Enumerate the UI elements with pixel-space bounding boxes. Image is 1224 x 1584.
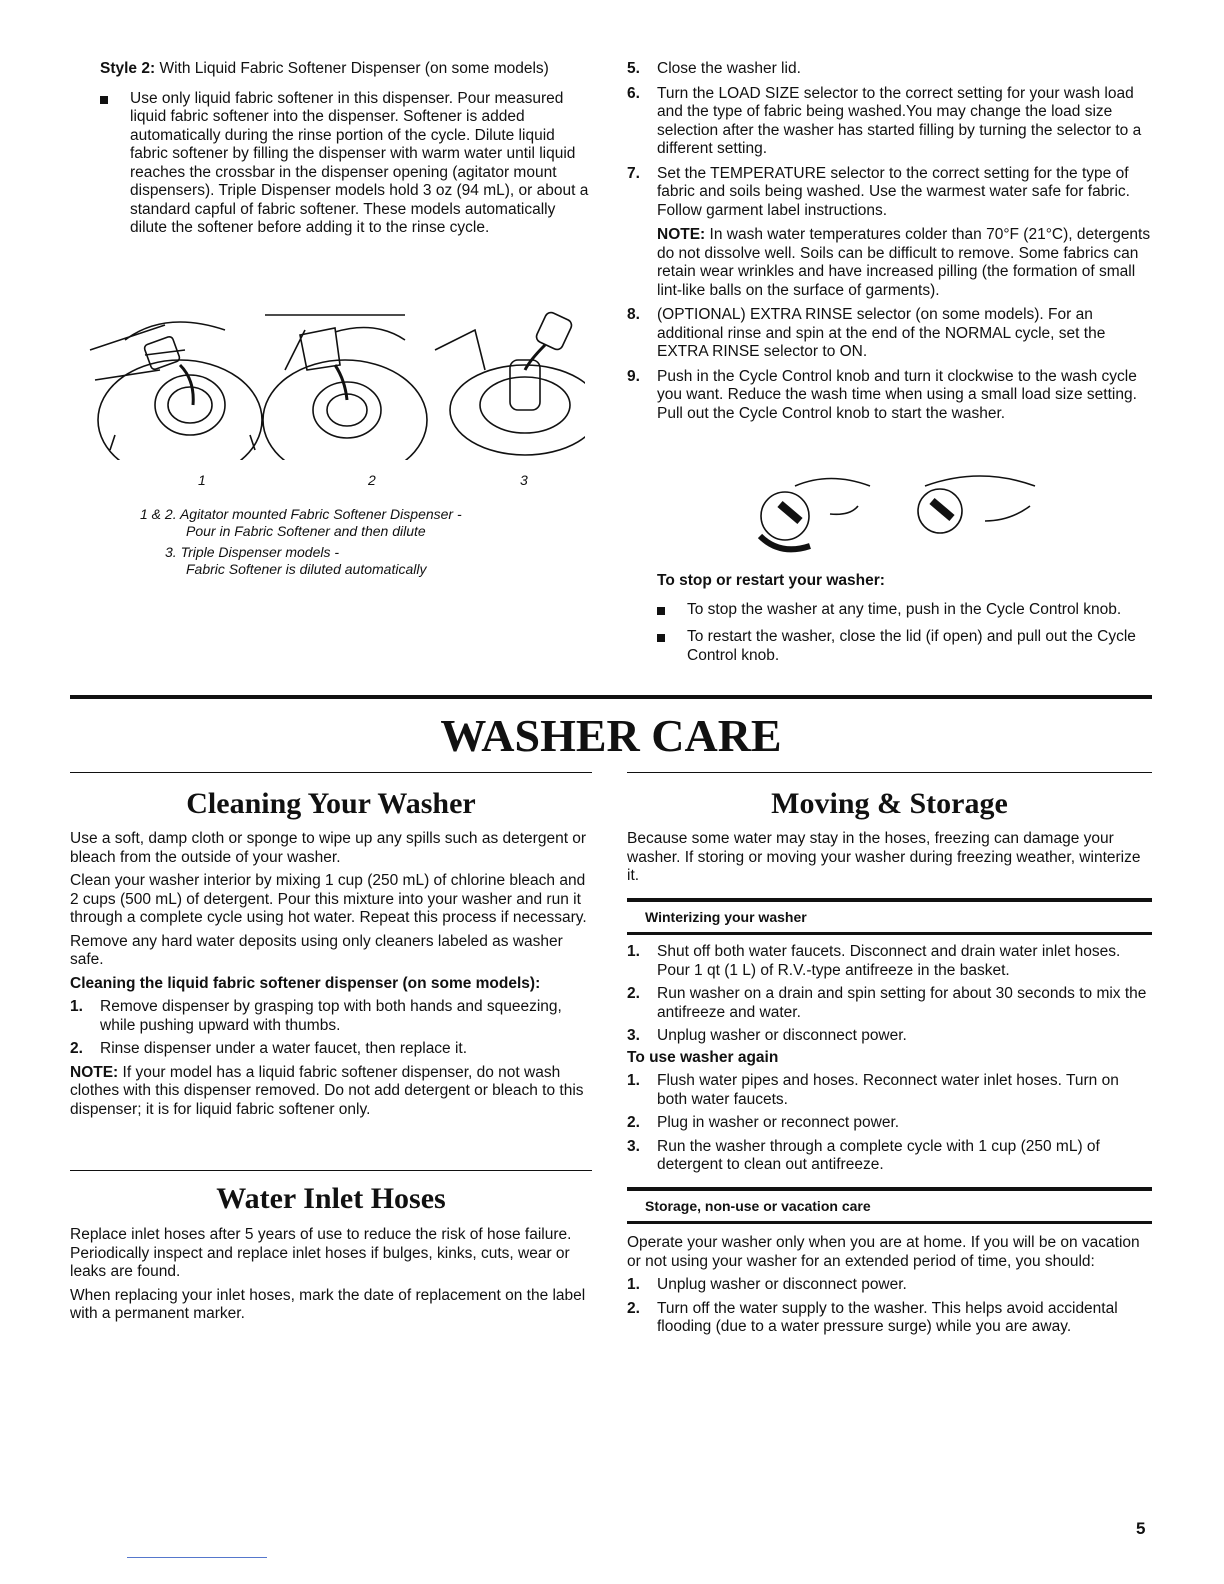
figure-number-3: 3 [520, 472, 528, 488]
step-text: Unplug washer or disconnect power. [657, 1027, 907, 1044]
hoses-p2: When replacing your inlet hoses, mark the date of replacement on the label with a permanent marker. [70, 1286, 586, 1322]
step-text: Run washer on a drain and spin setting for about 30 seconds to mix the antifreeze and water. [657, 985, 1147, 1021]
step-number: 1. [627, 1072, 640, 1089]
winter-steps [627, 943, 1152, 1046]
winterizing-heading: Winterizing your washer [627, 898, 1152, 936]
step-text: Close the washer lid. [657, 60, 801, 77]
moving-p1: Because some water may stay in the hoses, freezing can damage your washer. If storing or moving your washer during freezing weather, winterize it. [627, 830, 1141, 884]
stop-restart-section [657, 572, 1152, 665]
step-number: 1. [70, 998, 83, 1015]
knob-illustration-svg [740, 466, 1040, 566]
section-divider [70, 695, 1152, 699]
list-item [70, 1040, 592, 1059]
use-steps [627, 1072, 1152, 1175]
footer-link-line [127, 1557, 267, 1558]
style2-intro [100, 60, 590, 79]
style2-label: Style 2: [100, 60, 156, 77]
cleaning-p1: Use a soft, damp cloth or sponge to wipe up any spills such as detergent or bleach from the outside of your washer. [70, 830, 587, 866]
list-item [627, 165, 1152, 221]
figure-number-2: 2 [368, 472, 376, 488]
step-number: 1. [627, 943, 640, 960]
list-item [70, 998, 592, 1035]
list-item [627, 1114, 1152, 1133]
step-text: (OPTIONAL) EXTRA RINSE selector (on some models). For an additional rinse and spin at the end of the NORMAL cycle, set the EXTRA RINSE selector to ON. [657, 306, 1106, 360]
steps-5-7 [627, 60, 1152, 220]
step-text: Shut off both water faucets. Disconnect and drain water inlet hoses. Pour 1 qt (1 L) of R.V.-type antifreeze in the basket. [657, 943, 1121, 979]
cleaning-note [70, 1064, 592, 1120]
list-item [627, 368, 1152, 424]
caption-line: 3. Triple Dispenser models - [165, 544, 340, 560]
softener-illustrations [85, 310, 585, 460]
use-again-heading: To use washer again [627, 1048, 779, 1066]
knob-illustrations [740, 466, 1040, 566]
step-text: Rinse dispenser under a water faucet, then replace it. [100, 1040, 468, 1057]
illustration-3 [435, 311, 585, 455]
step-number: 3. [627, 1027, 640, 1044]
note-label: NOTE: [657, 226, 706, 243]
cleaning-subheading: Cleaning the liquid fabric softener dispenser (on some models): [70, 974, 541, 992]
step-number: 1. [627, 1276, 640, 1293]
step-number: 5. [627, 60, 640, 77]
step-number: 6. [627, 84, 640, 102]
hoses-p1: Replace inlet hoses after 5 years of use to reduce the risk of hose failure. Periodically inspect and replace inlet hoses if bulges, kinks, cuts, wear or leaks are found. [70, 1226, 572, 1280]
step-number: 3. [627, 1137, 640, 1155]
softener-illustration-svg [85, 310, 585, 460]
cleaning-p3: Remove any hard water deposits using only cleaners labeled as washer safe. [70, 932, 563, 968]
list-item [627, 1138, 1152, 1175]
list-item: Use only liquid fabric softener in this dispenser. Pour measured liquid fabric softener into the dispenser. Softener is added automatically during the rinse portion of the cycle. Dilute liquid fabric softener by filling the dispenser with warm water until liquid reaches the crossbar in the dispenser opening (agitator mount dispensers). Triple Dispenser models hold 3 oz (94 mL), or about a standard capful of fabric softener. These models automatically dilute the softener before adding it to the rinse cycle. [100, 90, 590, 238]
cleaning-steps [70, 998, 592, 1059]
caption-line: Pour in Fabric Softener and then dilute [186, 523, 426, 539]
step-number: 2. [627, 985, 640, 1002]
stop-bullets [657, 601, 1152, 666]
step-number: 2. [627, 1299, 640, 1317]
storage-heading: Storage, non-use or vacation care [627, 1187, 1152, 1225]
list-item [627, 985, 1152, 1022]
hoses-section [70, 1226, 592, 1324]
top-right-steps [627, 60, 1152, 423]
cleaning-section [70, 830, 592, 1119]
step-number: 2. [627, 1114, 640, 1131]
caption-line: 1 & 2. Agitator mounted Fabric Softener Dispenser - [140, 506, 462, 522]
hoses-rule [70, 1170, 592, 1171]
note-text: If your model has a liquid fabric softener dispenser, do not wash clothes with this dispenser removed. Do not add detergent or bleach to this dispenser; it is for liquid fabric softener only. [70, 1063, 584, 1118]
moving-title: Moving & Storage [771, 787, 1008, 820]
stop-heading: To stop or restart your washer: [657, 572, 885, 589]
step-text: Turn the LOAD SIZE selector to the correct setting for your wash load and the type of fabric being washed.You may change the load size selection after the washer has started filling by turning the selector to a different setting. [657, 84, 1142, 157]
step-text: Plug in washer or reconnect power. [657, 1114, 900, 1131]
figure-caption [140, 506, 590, 578]
list-item [627, 306, 1152, 362]
storage-p: Operate your washer only when you are at home. If you will be on vacation or not using your washer for an extended period of time, you should: [627, 1234, 1140, 1270]
step-text: Run the washer through a complete cycle with 1 cup (250 mL) of detergent to clean out antifreeze. [657, 1137, 1100, 1173]
list-item [627, 1300, 1152, 1337]
illustration-1 [90, 322, 262, 460]
style2-section [100, 60, 590, 238]
list-item [627, 1276, 1152, 1295]
knob-push-turn [760, 479, 870, 550]
list-item: To stop the washer at any time, push in the Cycle Control knob. [657, 601, 1152, 620]
list-item [627, 1072, 1152, 1109]
list-item [627, 85, 1152, 159]
caption-line: Fabric Softener is diluted automatically [186, 561, 427, 577]
knob-pull [918, 476, 1035, 533]
list-item [627, 1027, 1152, 1046]
step-text: Remove dispenser by grasping top with both hands and squeezing, while pushing upward with thumbs. [100, 998, 562, 1034]
steps-8-9 [627, 306, 1152, 423]
step-number: 2. [70, 1040, 83, 1057]
figure-number-1: 1 [198, 472, 206, 488]
list-item [627, 943, 1152, 980]
list-item [627, 60, 1152, 79]
step-text: Flush water pipes and hoses. Reconnect water inlet hoses. Turn on both water faucets. [657, 1072, 1119, 1108]
list-item: To restart the washer, close the lid (if open) and pull out the Cycle Control knob. [657, 628, 1152, 665]
step-number: 8. [627, 306, 640, 323]
style2-bullets [100, 90, 590, 238]
step-text: Unplug washer or disconnect power. [657, 1276, 907, 1293]
illustration-2 [263, 315, 427, 460]
style2-text: With Liquid Fabric Softener Dispenser (on some models) [155, 60, 549, 77]
moving-section [627, 830, 1152, 1337]
cleaning-p2: Clean your washer interior by mixing 1 cup (250 mL) of chlorine bleach and 2 cups (500 mL) of detergent. Pour this mixture into your washer and run it through a complete cycle using hot water. Repeat this process if necessary. [70, 872, 587, 926]
right-rule [627, 772, 1152, 773]
page-title: WASHER CARE [440, 710, 782, 761]
step-number: 7. [627, 164, 640, 182]
left-rule [70, 772, 592, 773]
step-text: Set the TEMPERATURE selector to the correct setting for the type of fabric and soils being washed. Use the warmest water safe for fabric. Follow garment label instructions. [657, 164, 1130, 219]
temperature-note [627, 226, 1152, 300]
note-label: NOTE: [70, 1063, 119, 1081]
hoses-title: Water Inlet Hoses [216, 1182, 446, 1215]
page-number: 5 [1136, 1519, 1146, 1538]
step-number: 9. [627, 367, 640, 385]
storage-steps [627, 1276, 1152, 1337]
step-text: Push in the Cycle Control knob and turn it clockwise to the wash cycle you want. Reduce the wash time when using a small load size setting. Pull out the Cycle Control knob to start the washer. [657, 367, 1137, 422]
step-text: Turn off the water supply to the washer. This helps avoid accidental flooding (due to a water pressure surge) while you are away. [657, 1299, 1118, 1335]
cleaning-title: Cleaning Your Washer [186, 787, 476, 820]
note-text: In wash water temperatures colder than 70°F (21°C), detergents do not dissolve well. Soils can be difficult to remove. Some fabrics can retain wear wrinkles and have increased pilling (the formation of small lint-like balls on the surface of garments). [657, 226, 1151, 299]
